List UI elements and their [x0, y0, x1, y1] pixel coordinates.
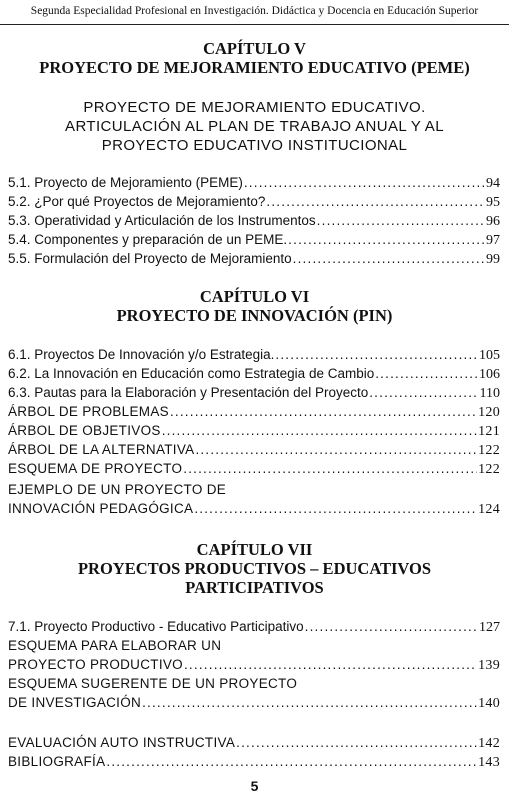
dot-leader: [275, 345, 478, 364]
chapter-5-subtitle-line-1: PROYECTO DE MEJORAMIENTO EDUCATIVO.: [83, 99, 426, 116]
toc-entry: [8, 499, 500, 518]
toc-entry-text: BIBLIOGRAFÍA: [8, 754, 106, 769]
toc-entry-first-line: EJEMPLO DE UN PROYECTO DE: [8, 482, 227, 497]
toc-entry-text: 6.2. La Innovación en Educación como Estrategia de Cambio: [8, 366, 375, 381]
toc-entry-text: INNOVACIÓN PEDAGÓGICA: [8, 501, 194, 516]
toc-entry: [8, 421, 500, 440]
toc-entry-text: 6.1. Proyectos De Innovación y/o Estrategia.: [8, 347, 275, 362]
chapter-6-label: CAPÍTULO VI: [199, 287, 310, 306]
chapter-7-title-line-2: PARTICIPATIVOS: [185, 578, 324, 597]
toc-entry-text: ESQUEMA DE PROYECTO: [8, 461, 183, 476]
toc-entry-text: EVALUACIÓN AUTO INSTRUCTIVA: [8, 735, 236, 750]
toc-entry: [8, 655, 500, 674]
toc-entry-page: 139: [478, 658, 500, 673]
chapter-5-subtitle-line-3: PROYECTO EDUCATIVO INSTITUCIONAL: [101, 137, 408, 154]
chapter-6-title: PROYECTO DE INNOVACIÓN (PIN): [116, 306, 393, 325]
toc-entry: [8, 459, 500, 478]
dot-leader: [162, 421, 477, 440]
toc-entry-text: 5.2. ¿Por qué Proyectos de Mejoramiento?: [8, 194, 266, 209]
toc-entry-text: 5.1. Proyecto de Mejoramiento (PEME): [8, 175, 243, 190]
dot-leader: [195, 440, 477, 459]
dot-leader: [369, 383, 478, 402]
toc-entry-page: 94: [486, 176, 500, 191]
toc-entry-page: 110: [479, 386, 500, 401]
toc-entry-first-line: ESQUEMA SUGERENTE DE UN PROYECTO: [8, 676, 298, 691]
toc-entry-page: 106: [479, 367, 500, 382]
dot-leader: [236, 733, 477, 752]
toc-entry-page: 121: [478, 424, 500, 439]
dot-leader: [266, 192, 485, 211]
toc-entry-page: 105: [479, 348, 500, 363]
dot-leader: [194, 499, 477, 518]
toc-entry-text: ÁRBOL DE OBJETIVOS: [8, 423, 161, 438]
toc-entry: [8, 345, 500, 364]
toc-entry-page: 97: [486, 233, 500, 248]
toc-entry: [8, 693, 500, 712]
dot-leader: [244, 173, 485, 192]
dot-leader: [288, 230, 485, 249]
toc-entry-page: 127: [479, 620, 500, 635]
toc-entry: [8, 173, 500, 192]
toc-entry-text: 6.3. Pautas para la Elaboración y Presentación del Proyecto: [8, 385, 369, 400]
running-header: Segunda Especialidad Profesional en Investigación. Didáctica y Docencia en Educación Superior: [0, 0, 509, 25]
toc-entry: [8, 440, 500, 459]
dot-leader: [142, 693, 477, 712]
toc-entry-text: 7.1. Proyecto Productivo - Educativo Participativo: [8, 619, 304, 634]
toc-entry: [8, 364, 500, 383]
toc-entry: [8, 249, 500, 268]
toc-entry-page: 122: [478, 462, 500, 477]
toc-entry-page: 143: [478, 755, 500, 770]
toc-entry-page: 96: [486, 214, 500, 229]
toc-entry: [8, 752, 500, 771]
toc-entry-first-line: ESQUEMA PARA ELABORAR UN: [8, 638, 222, 653]
toc-entry: [8, 402, 500, 421]
chapter-7-label: CAPÍTULO VII: [196, 540, 313, 559]
toc-entry-text: 5.4. Componentes y preparación de un PEME.: [8, 232, 288, 247]
dot-leader: [106, 752, 477, 771]
toc-entry-page: 122: [478, 443, 500, 458]
page-number: 5: [250, 778, 259, 794]
toc-entry-text: ÁRBOL DE PROBLEMAS: [8, 404, 169, 419]
dot-leader: [170, 402, 477, 421]
toc-entry: [8, 211, 500, 230]
toc-entry-page: 142: [478, 736, 500, 751]
toc-entry: [8, 192, 500, 211]
toc-entry-page: 99: [486, 252, 500, 267]
dot-leader: [305, 617, 478, 636]
toc-entry-page: 140: [478, 696, 500, 711]
chapter-5-title: PROYECTO DE MEJORAMIENTO EDUCATIVO (PEME): [39, 58, 470, 77]
toc-entry: [8, 617, 500, 636]
dot-leader: [317, 211, 485, 230]
chapter-7-title-line-1: PROYECTOS PRODUCTIVOS – EDUCATIVOS: [77, 559, 432, 578]
toc-entry-text: DE INVESTIGACIÓN: [8, 695, 142, 710]
toc-entry-text: 5.5. Formulación del Proyecto de Mejoramiento: [8, 251, 292, 266]
toc-entry-page: 95: [486, 195, 500, 210]
chapter-5-subtitle-line-2: ARTICULACIÓN AL PLAN DE TRABAJO ANUAL Y AL: [65, 118, 444, 135]
dot-leader: [183, 459, 477, 478]
toc-entry: [8, 383, 500, 402]
toc-entry-page: 124: [478, 502, 500, 517]
toc-entry: [8, 230, 500, 249]
dot-leader: [375, 364, 478, 383]
toc-entry-page: 120: [478, 405, 500, 420]
toc-entry-text: 5.3. Operatividad y Articulación de los Instrumentos: [8, 213, 316, 228]
toc-entry-text: ÁRBOL DE LA ALTERNATIVA: [8, 442, 195, 457]
chapter-5-label: CAPÍTULO V: [203, 39, 306, 58]
toc-entry: [8, 733, 500, 752]
toc-entry-text: PROYECTO PRODUCTIVO: [8, 657, 183, 672]
dot-leader: [184, 655, 477, 674]
dot-leader: [293, 249, 485, 268]
